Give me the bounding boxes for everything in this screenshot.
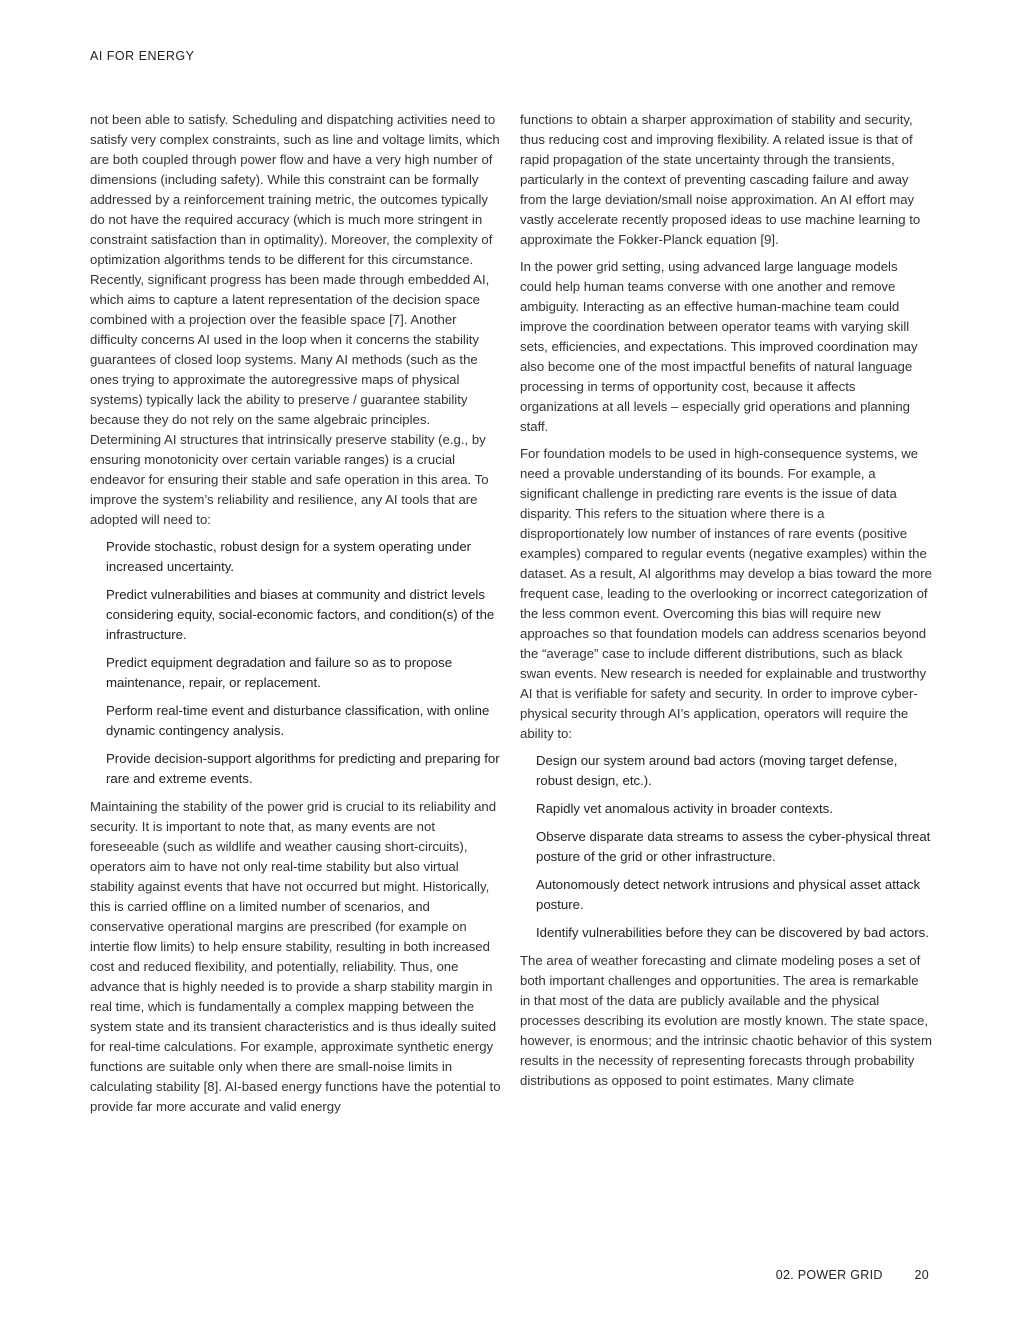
bullet-list: [90, 537, 502, 789]
bullet-item: [520, 875, 932, 915]
paragraph: For foundation models to be used in high-consequence systems, we need a provable understanding of its bounds. For example, a significant challenge in predicting rare events is the issue of data disparity. This refers to the situation where there is a disproportionately low number of instances of rare events (positive examples) compared to regular events (negative examples) within the dataset. As a result, AI algorithms may develop a bias toward the more frequent case, leading to the overlooking or incorrect categorization of the less common event. Overcoming this bias will require new approaches so that foundation models can address scenarios beyond the “average” case to include different distributions, such as black swan events. New research is needed for explainable and trustworthy AI that is verifiable for safety and security. In order to improve cyber-physical security through AI’s application, operators will require the ability to:: [520, 446, 932, 741]
bullet-text: Predict vulnerabilities and biases at community and district levels considering equity, social-economic factors, and condition(s) of the infrastructure.: [106, 587, 495, 642]
bullet-item: [90, 537, 502, 577]
paragraph: The area of weather forecasting and climate modeling poses a set of both important challenges and opportunities. The area is remarkable in that most of the data are publicly available and the physical processes describing its evolution are mostly known. The state space, however, is enormous; and the intrinsic chaotic behavior of this system results in the necessity of representing forecasts through probability distributions as opposed to point estimates. Many climate: [520, 953, 932, 1088]
bullet-text: Perform real-time event and disturbance classification, with online dynamic contingency analysis.: [106, 703, 490, 738]
bullet-item: [520, 923, 932, 943]
paragraph: In the power grid setting, using advanced large language models could help human teams converse with one another and remove ambiguity. Interacting as an effective human-machine team could improve the coordination between operator teams with varying skill sets, efficiencies, and expectations. This improved coordination may also become one of the most impactful benefits of natural language processing in terms of opportunity cost, because it affects organizations at all levels – especially grid operations and planning staff.: [520, 259, 918, 434]
right-column: [520, 110, 932, 1098]
bullet-item: [90, 585, 502, 645]
bullet-text: Rapidly vet anomalous activity in broader contexts.: [536, 801, 833, 816]
bullet-text: Provide decision-support algorithms for predicting and preparing for rare and extreme events.: [106, 751, 500, 786]
footer-section-label: 02. POWER GRID: [775, 1268, 883, 1282]
bullet-item: [520, 751, 932, 791]
bullet-text: Predict equipment degradation and failure so as to propose maintenance, repair, or replacement.: [106, 655, 453, 690]
page-footer: [776, 1268, 929, 1282]
paragraph: functions to obtain a sharper approximation of stability and security, thus reducing cost and improving flexibility. A related issue is that of rapid propagation of the state uncertainty through the transients, particularly in the context of preventing cascading failure and away from the large deviation/small noise approximation. An AI effort may vastly accelerate recently proposed ideas to use machine learning to approximate the Fokker-Planck equation [9].: [520, 112, 921, 247]
paragraph: not been able to satisfy. Scheduling and dispatching activities need to satisfy very complex constraints, such as line and voltage limits, which are both coupled through power flow and have a very high number of dimensions (including safety). While this constraint can be formally addressed by a reinforcement training metric, the outcomes typically do not have the required accuracy (which is much more stringent in constraint satisfaction than in optimality). Moreover, the complexity of optimization algorithms tends to be different for this circumstance. Recently, significant progress has been made through embedded AI, which aims to capture a latent representation of the decision space combined with a projection over the feasible space [7]. Another difficulty concerns AI used in the loop when it concerns the stability guarantees of closed loop systems. Many AI methods (such as the ones trying to approximate the autoregressive maps of physical systems) typically lack the ability to preserve / guarantee stability because they do not rely on the same algebraic principles. Determining AI structures that intrinsically preserve stability (e.g., by ensuring monotonicity over certain variable ranges) is a crucial endeavor for ensuring their stable and safe operation in this area. To improve the system’s reliability and resilience, any AI tools that are adopted will need to:: [90, 112, 500, 527]
bullet-text: Design our system around bad actors (moving target defense, robust design, etc.).: [536, 753, 898, 788]
bullet-item: [90, 701, 502, 741]
paragraph: Maintaining the stability of the power grid is crucial to its reliability and security. It is important to note that, as many events are not foreseeable (such as wildlife and weather causing short-circuits), operators aim to have not only real-time stability but also virtual stability against events that have not occurred but might. Historically, this is carried offline on a limited number of scenarios, and conservative operational margins are prescribed (for example on intertie flow limits) to help ensure stability, resulting in both increased cost and reduced flexibility, and potentially, reliability. Thus, one advance that is highly needed is to provide a sharp stability margin in real time, which is fundamentally a complex mapping between the system state and its transient characteristics and is thus ideally suited for real-time calculations. For example, approximate synthetic energy functions are suitable only when there are small-noise limits in calculating stability [8]. AI-based energy functions have the potential to provide far more accurate and valid energy: [90, 799, 501, 1114]
bullet-item: [520, 799, 932, 819]
bullet-text: Autonomously detect network intrusions and physical asset attack posture.: [536, 877, 921, 912]
bullet-text: Provide stochastic, robust design for a system operating under increased uncertainty.: [106, 539, 472, 574]
bullet-text: Observe disparate data streams to assess the cyber-physical threat posture of the grid or other infrastructure.: [536, 829, 931, 864]
bullet-item: [90, 653, 502, 693]
bullet-list: [520, 751, 932, 943]
bullet-text: Identify vulnerabilities before they can be discovered by bad actors.: [536, 925, 929, 940]
bullet-item: [90, 749, 502, 789]
left-column: [90, 110, 502, 1124]
page-number: 20: [914, 1268, 929, 1282]
running-header: AI FOR ENERGY: [90, 49, 195, 63]
bullet-item: [520, 827, 932, 867]
